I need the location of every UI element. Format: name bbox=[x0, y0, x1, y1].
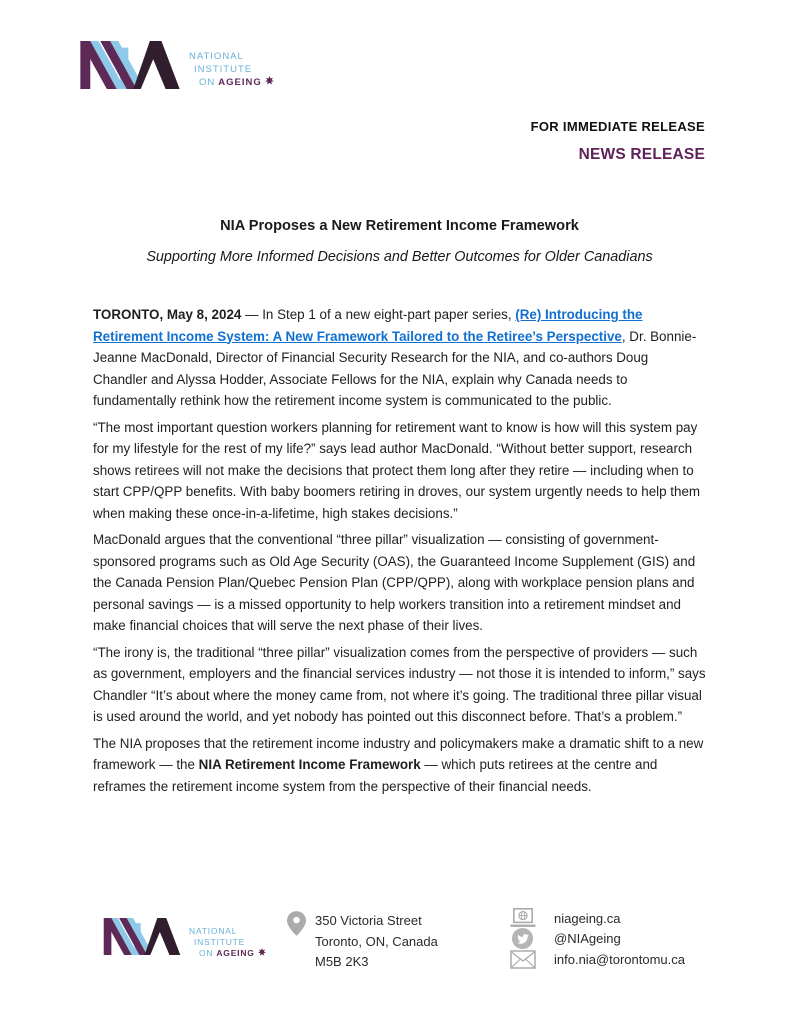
contact-block bbox=[509, 908, 685, 970]
nia-logo bbox=[80, 41, 274, 94]
logo-word-on-ageing: ON AGEING bbox=[199, 76, 274, 90]
page-subtitle: Supporting More Informed Decisions and Better Outcomes for Older Canadians bbox=[146, 249, 653, 265]
p1-post-link-text: , Dr. Bonnie-Jeanne MacDonald, Director of Financial Security Research for the NIA, and co-authors Doug Chandler and Alyssa Hodder, Associate Fellows for the NIA, explain why Canada needs to fundamentally rethink how the retirement income system is communicated to the public. bbox=[93, 328, 697, 408]
nia-logo-wordmark bbox=[189, 41, 274, 90]
location-pin-icon bbox=[287, 911, 306, 941]
contact-row-website bbox=[509, 908, 685, 929]
dateline: TORONTO, May 8, 2024 bbox=[93, 307, 242, 322]
page-title: NIA Proposes a New Retirement Income Framework bbox=[220, 218, 579, 234]
website-icon bbox=[509, 908, 536, 928]
maple-leaf-icon bbox=[265, 76, 274, 90]
p5-post-text: — which puts retirees at the centre and reframes the retirement income system from the perspective of their financial needs. bbox=[93, 757, 658, 794]
nia-logo-mark-icon bbox=[80, 41, 180, 94]
website-label: niageing.ca bbox=[554, 910, 621, 926]
email-icon bbox=[509, 950, 536, 969]
footer bbox=[0, 900, 799, 1010]
paragraph-dateline bbox=[93, 304, 706, 412]
paragraph-quote-macdonald: “The most important question workers planning for retirement want to know is how will this system pay for my lifestyle for the rest of my life?” says lead author MacDonald. “Without better support, research shows retirees will not make the decisions that protect them long after they retire — including when to start CPP/QPP benefits. With baby boomers retiring in droves, our system urgently needs to help them when making these once-in-a-lifetime, high stakes decisions.” bbox=[93, 419, 701, 521]
email-label: info.nia@torontomu.ca bbox=[554, 951, 685, 967]
news-release-label: NEWS RELEASE bbox=[578, 146, 705, 163]
nia-logo-wordmark: NATIONAL INSTITUTE ON AGEING bbox=[189, 918, 266, 959]
address-line: M5B 2K3 bbox=[315, 954, 369, 970]
framework-name: NIA Retirement Income Framework bbox=[198, 757, 421, 772]
address-block bbox=[315, 911, 438, 973]
contact-row-twitter bbox=[509, 929, 685, 950]
address-line: Toronto, ON, Canada bbox=[315, 933, 438, 949]
paragraph-quote-chandler: “The irony is, the traditional “three pillar” visualization comes from the perspective of providers — such as government, employers and the financial services industry — not those it is intended to inform,” says Chandler “It’s about where the money came from, not where it’s going. The traditional three pillar visual is used around the world, and yet nobody has pointed out this disconnect before. That’s a problem.” bbox=[93, 644, 706, 724]
address-line: 350 Victoria Street bbox=[315, 913, 422, 928]
twitter-icon bbox=[509, 927, 536, 950]
p1-pre-link-text: — In Step 1 of a new eight-part paper series, bbox=[241, 307, 516, 322]
twitter-handle-label: @NIAgeing bbox=[554, 931, 621, 947]
for-immediate-release-label: FOR IMMEDIATE RELEASE bbox=[530, 119, 705, 134]
press-release-body bbox=[93, 304, 706, 802]
nia-logo-mark-icon bbox=[103, 918, 181, 960]
title-block bbox=[0, 218, 799, 265]
maple-leaf-icon bbox=[258, 948, 266, 959]
contact-row-email bbox=[509, 949, 685, 970]
nia-footer-logo bbox=[103, 918, 266, 960]
p5-pre-text: The NIA proposes that the retirement income industry and policymakers make a dramatic shift to a new framework — the bbox=[93, 735, 704, 772]
release-block bbox=[531, 119, 705, 164]
logo-word-national: NATIONAL bbox=[189, 51, 244, 62]
paragraph-framework bbox=[93, 733, 706, 798]
paper-series-link[interactable]: (Re) Introducing the Retirement Income System: A New Framework Tailored to the Retiree’s Perspective bbox=[93, 307, 643, 344]
logo-word-institute: INSTITUTE bbox=[194, 63, 253, 75]
paragraph-three-pillar: MacDonald argues that the conventional “three pillar” visualization — consisting of government-sponsored programs such as Old Age Security (OAS), the Guaranteed Income Supplement (GIS) and the Canada Pension Plan/Quebec Pension Plan (CPP/QPP), along with workplace pension plans and personal savings — is a missed opportunity to help workers transition into a retirement mindset and make financial choices that will serve the next phase of their lives. bbox=[93, 532, 696, 633]
